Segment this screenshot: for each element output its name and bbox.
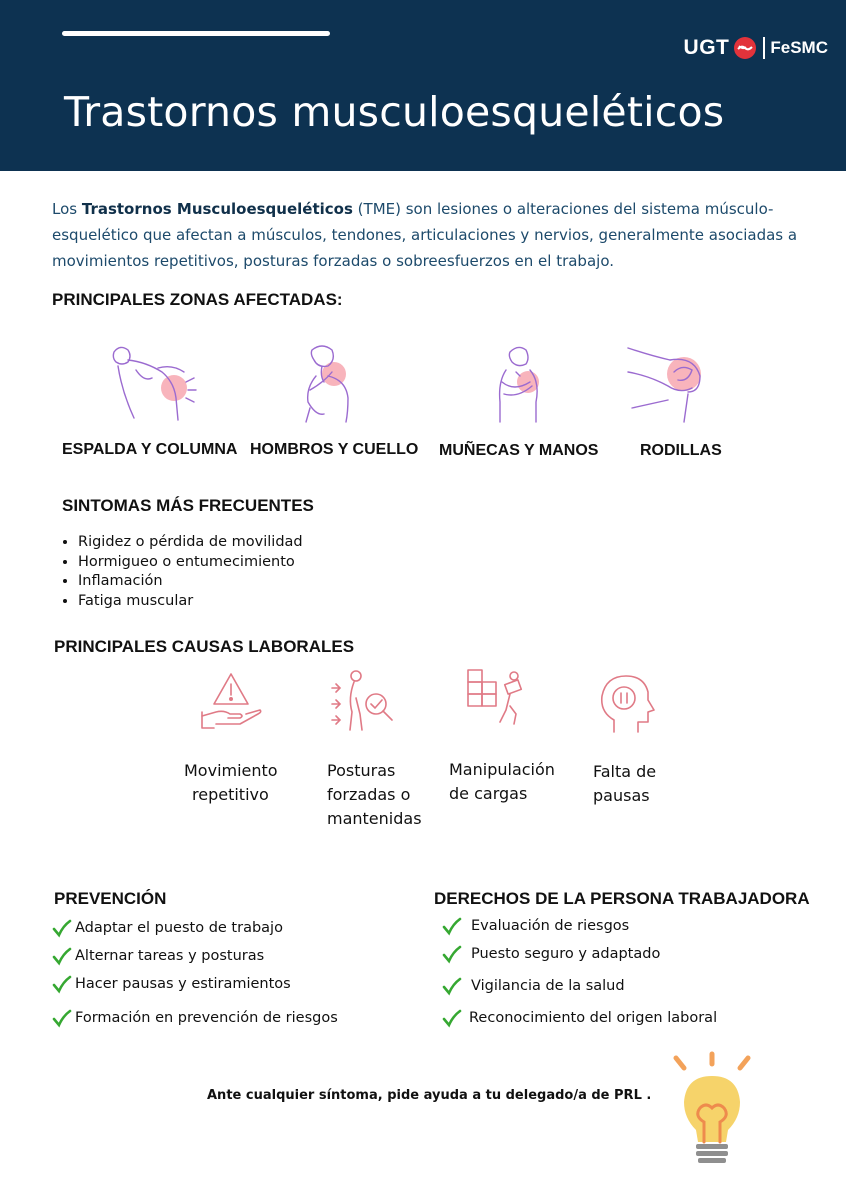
list-item (442, 944, 660, 964)
checkmark-icon (52, 974, 72, 994)
zone-label-wrists: MUÑECAS Y MANOS (439, 442, 599, 459)
cause-label-line: forzadas o (327, 785, 411, 804)
ugt-handshake-icon (733, 36, 757, 60)
rights-heading: DERECHOS DE LA PERSONA TRABAJADORA (434, 889, 810, 908)
posture-inspection-icon (326, 668, 396, 734)
intro-bold-term: Trastornos Musculoesqueléticos (81, 200, 353, 218)
list-item-label: Reconocimiento del origen laboral (469, 1010, 718, 1026)
cause-label-line: de cargas (449, 784, 528, 803)
header-decorative-line (62, 31, 330, 36)
list-item-label: Adaptar el puesto de trabajo (75, 920, 283, 936)
list-item (442, 1008, 717, 1028)
list-item (52, 974, 291, 994)
logo-fesmc-text: FeSMC (770, 38, 828, 57)
list-item: • Rigidez o pérdida de movilidad (78, 533, 303, 553)
cause-label-pauses (593, 760, 683, 808)
cause-label-line: Falta de (593, 762, 657, 781)
causes-heading: PRINCIPALES CAUSAS LABORALES (54, 637, 355, 656)
zone-label-shoulders: HOMBROS Y CUELLO (250, 441, 419, 458)
list-item: • Inflamación (78, 572, 303, 592)
cause-label-line: Manipulación (449, 760, 555, 779)
cause-label-line: pausas (593, 786, 650, 805)
list-item (442, 916, 629, 936)
intro-prefix: Los (52, 200, 82, 218)
cause-label-line: mantenidas (327, 809, 422, 828)
zone-label-back: ESPALDA Y COLUMNA (62, 441, 238, 458)
list-item-label: Vigilancia de la salud (471, 978, 625, 994)
warning-hand-icon (196, 668, 266, 734)
list-item: • Fatiga muscular (78, 592, 303, 612)
cause-label-line: repetitivo (192, 785, 269, 804)
cause-label-loads (449, 758, 569, 806)
logo-ugt-text: UGT (683, 36, 730, 59)
checkmark-icon (442, 916, 462, 936)
cause-label-repetitive (184, 759, 294, 807)
list-item-label: Alternar tareas y posturas (75, 948, 265, 964)
checkmark-icon (52, 918, 72, 938)
list-item-label: Puesto seguro y adaptado (471, 946, 661, 962)
back-pain-icon (100, 342, 200, 424)
logo-separator (763, 37, 765, 59)
cause-label-line: Posturas (327, 761, 396, 780)
zones-heading: PRINCIPALES ZONAS AFECTADAS: (52, 290, 343, 309)
cause-label-line: Movimiento (184, 761, 278, 780)
shoulder-neck-pain-icon (276, 342, 376, 424)
symptoms-list (58, 533, 303, 611)
checkmark-icon (442, 944, 462, 964)
intro-paragraph (52, 196, 832, 274)
list-item-label: Evaluación de riesgos (471, 918, 630, 934)
wrist-hand-pain-icon (470, 342, 570, 424)
footer-note: Ante cualquier síntoma, pide ayuda a tu delegado/a de PRL . (207, 1088, 652, 1103)
list-item-label: Hacer pausas y estiramientos (75, 976, 291, 992)
list-item (52, 1008, 338, 1028)
list-item-label: Formación en prevención de riesgos (75, 1010, 338, 1026)
checkmark-icon (442, 1008, 462, 1028)
checkmark-icon (52, 1008, 72, 1028)
list-item: • Hormigueo o entumecimiento (78, 553, 303, 573)
prevention-list (52, 918, 392, 1038)
knee-pain-icon (622, 342, 722, 424)
list-item (52, 946, 264, 966)
prevention-heading: PREVENCIÓN (54, 889, 167, 908)
header-banner (0, 0, 846, 171)
zone-label-knees: RODILLAS (640, 442, 722, 459)
cause-label-postures (327, 759, 437, 831)
list-item (442, 976, 625, 996)
intro-text: (TME) son lesiones o alteraciones del sistema músculo-esquelético que afectan a músculos, tendones, articulaciones y nervios, generalmente asociadas a movimientos repetitivos, posturas forzadas o sobreesfuerzos en el trabajo. (52, 200, 798, 270)
ugt-fesmc-logo (684, 36, 828, 60)
checkmark-icon (52, 946, 72, 966)
head-pause-icon (592, 670, 662, 736)
symptoms-heading: SINTOMAS MÁS FRECUENTES (62, 496, 314, 515)
checkmark-icon (442, 976, 462, 996)
load-handling-icon (462, 666, 532, 732)
page-title: Trastornos musculoesqueléticos (64, 88, 725, 136)
rights-list (442, 916, 832, 1036)
list-item (52, 918, 283, 938)
lightbulb-icon (664, 1050, 764, 1168)
